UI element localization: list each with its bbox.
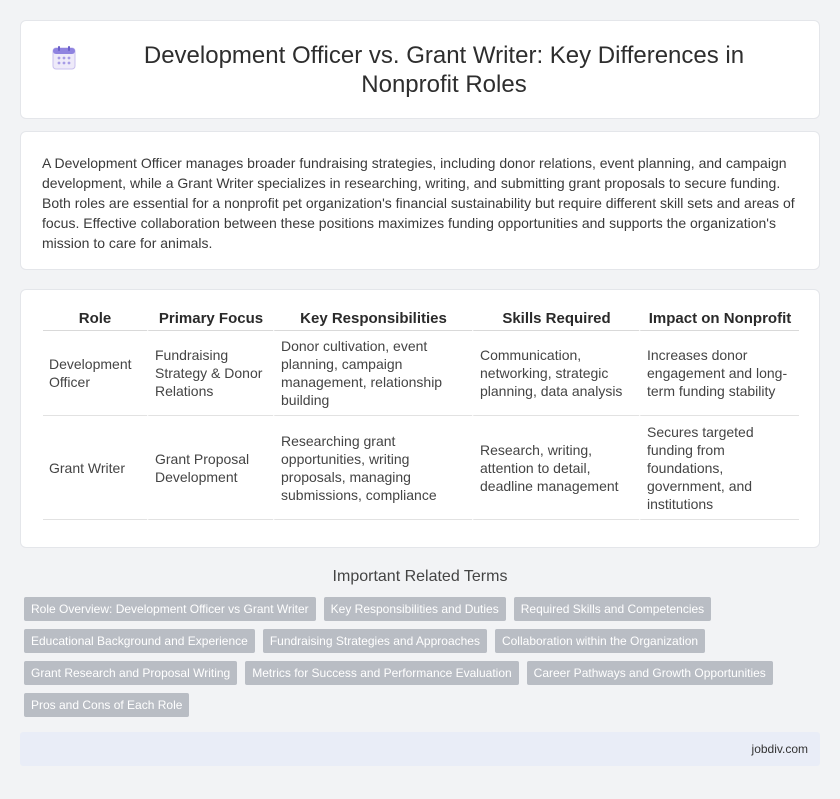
table-cell: Grant Writer [43, 416, 147, 520]
header-role: Role [43, 306, 147, 331]
header-primary-focus: Primary Focus [147, 306, 273, 331]
calendar-icon [51, 45, 77, 71]
tag-grant-research[interactable]: Grant Research and Proposal Writing [24, 661, 237, 685]
comparison-table-card [20, 289, 820, 548]
comparison-table [43, 306, 799, 520]
intro-paragraph: A Development Officer manages broader fundraising strategies, including donor relations, event planning, and campaign development, while a Grant Writer specializes in researching, writing, and submitting grant proposals to secure funding. Both roles are essential for a nonprofit pet organization's financial sustainability but require different skill sets and areas of focus. Effective collaboration between these positions maximizes funding opportunities and supports the organization's mission to care for animals. [42, 155, 795, 251]
tag-role-overview[interactable]: Role Overview: Development Officer vs Grant Writer [24, 597, 316, 621]
related-terms-section [0, 568, 840, 717]
table-header-row [43, 306, 799, 331]
table-cell: Grant Proposal Development [147, 416, 273, 520]
title-card [20, 20, 820, 119]
tag-educational-background[interactable]: Educational Background and Experience [24, 629, 255, 653]
tag-career-pathways[interactable]: Career Pathways and Growth Opportunities [527, 661, 773, 685]
related-terms-tags [0, 597, 840, 717]
table-cell: Fundraising Strategy & Donor Relations [147, 331, 273, 416]
table-cell: Researching grant opportunities, writing proposals, managing submissions, compliance [273, 416, 472, 520]
table-cell: Communication, networking, strategic planning, data analysis [472, 331, 639, 416]
title-wrap [51, 41, 789, 99]
tag-metrics-success[interactable]: Metrics for Success and Performance Evaluation [245, 661, 518, 685]
table-cell: Increases donor engagement and long-term funding stability [639, 331, 799, 416]
tag-key-responsibilities[interactable]: Key Responsibilities and Duties [324, 597, 506, 621]
table-row [43, 416, 799, 520]
intro-card [20, 131, 820, 270]
footer-site-link[interactable]: jobdiv.com [751, 742, 808, 756]
table-cell: Research, writing, attention to detail, deadline management [472, 416, 639, 520]
tag-pros-cons[interactable]: Pros and Cons of Each Role [24, 693, 189, 717]
table-cell: Development Officer [43, 331, 147, 416]
table-cell: Secures targeted funding from foundations, government, and institutions [639, 416, 799, 520]
tag-fundraising-strategies[interactable]: Fundraising Strategies and Approaches [263, 629, 487, 653]
table-row [43, 331, 799, 416]
related-terms-heading: Important Related Terms [332, 568, 508, 585]
tag-collaboration[interactable]: Collaboration within the Organization [495, 629, 705, 653]
header-skills-required: Skills Required [472, 306, 639, 331]
header-impact: Impact on Nonprofit [639, 306, 799, 331]
page-title: Development Officer vs. Grant Writer: Key Differences in Nonprofit Roles [143, 41, 745, 98]
footer [20, 732, 820, 766]
table-cell: Donor cultivation, event planning, campaign management, relationship building [273, 331, 472, 416]
tag-required-skills[interactable]: Required Skills and Competencies [514, 597, 711, 621]
header-key-responsibilities: Key Responsibilities [273, 306, 472, 331]
